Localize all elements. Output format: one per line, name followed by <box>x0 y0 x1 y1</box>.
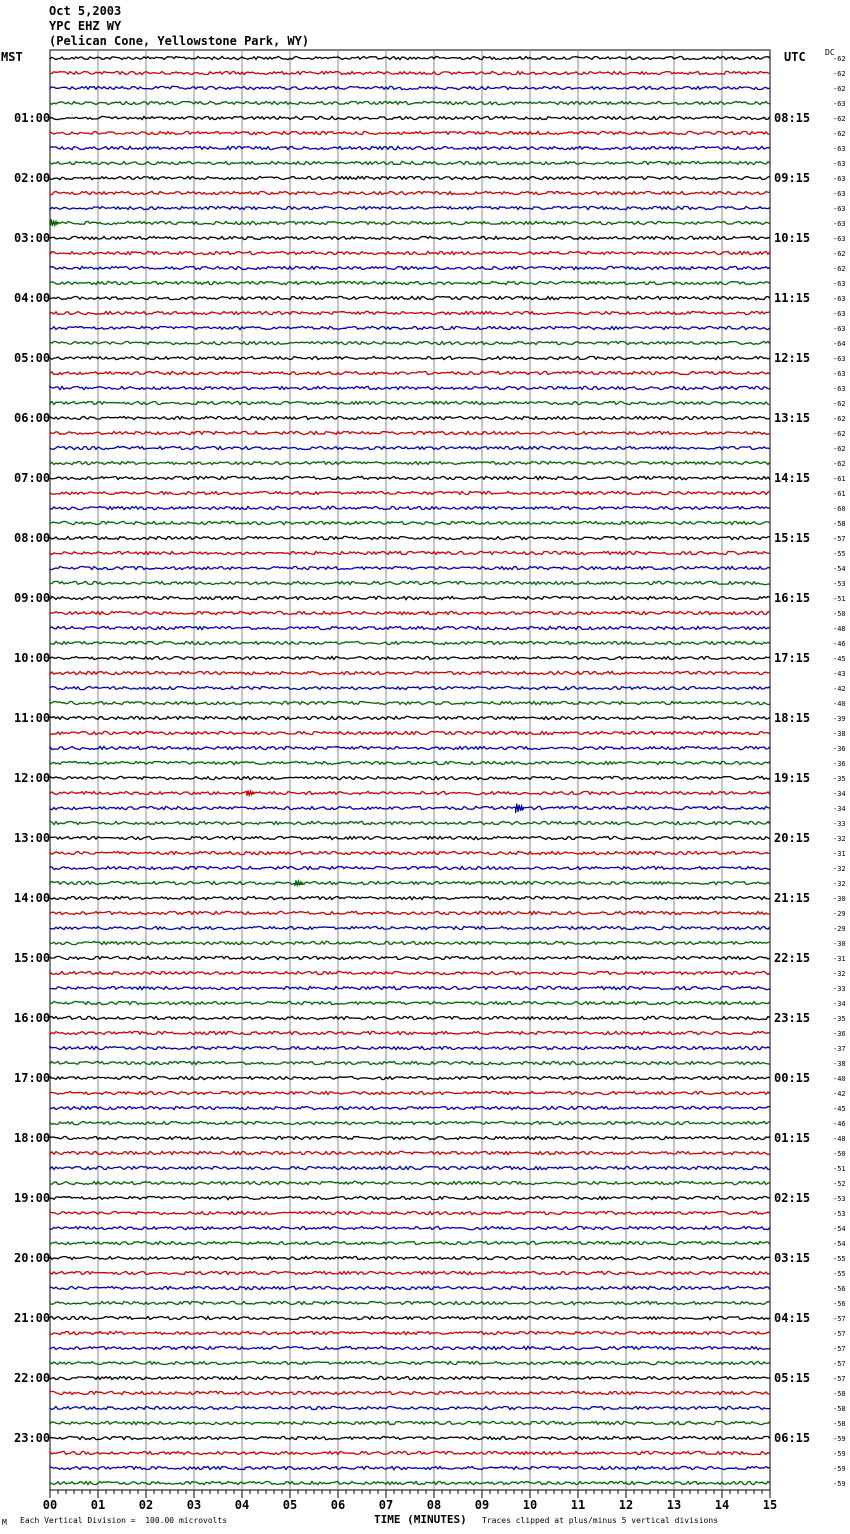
dc-offset-label: -63 <box>833 355 846 363</box>
trace-line <box>50 371 770 374</box>
dc-offset-label: -36 <box>833 760 846 768</box>
dc-offset-label: -36 <box>833 745 846 753</box>
trace-line <box>50 1046 770 1049</box>
trace-line <box>50 296 770 299</box>
mst-hour-label: 15:00 <box>14 951 51 965</box>
dc-offset-label: -42 <box>833 685 846 693</box>
trace-line <box>50 206 770 209</box>
trace-line <box>50 221 770 224</box>
dc-offset-label: -33 <box>833 985 846 993</box>
trace-line <box>50 356 770 359</box>
dc-offset-label: -63 <box>833 310 846 318</box>
trace-line <box>50 1151 770 1154</box>
trace-line <box>50 671 770 674</box>
dc-offset-label: -32 <box>833 880 846 888</box>
utc-hour-label: 10:15 <box>774 231 811 245</box>
utc-hour-label: 12:15 <box>774 351 811 365</box>
trace-line <box>50 626 770 629</box>
trace-line <box>50 1092 770 1095</box>
dc-offset-label: -63 <box>833 190 846 198</box>
mst-hour-label: 23:00 <box>14 1431 51 1445</box>
trace-line <box>50 521 770 524</box>
dc-offset-label: -63 <box>833 100 846 108</box>
dc-offset-label: -63 <box>833 370 846 378</box>
mst-hour-label: 18:00 <box>14 1131 51 1145</box>
trace-line <box>50 791 770 794</box>
utc-hour-label: 15:15 <box>774 531 811 545</box>
trace-line <box>50 146 770 149</box>
logo-mark: M <box>2 1518 7 1527</box>
trace-line <box>50 806 770 809</box>
dc-offset-label: -36 <box>833 1030 846 1038</box>
trace-line <box>50 1076 770 1079</box>
clip-note: Traces clipped at plus/minus 5 vertical divisions <box>482 1516 719 1525</box>
dc-offset-label: -63 <box>833 205 846 213</box>
trace-line <box>50 1031 770 1034</box>
trace-line <box>50 596 770 599</box>
utc-hour-label: 22:15 <box>774 951 811 965</box>
trace-line <box>50 1481 770 1484</box>
date-label: Oct 5,2003 <box>49 4 122 18</box>
x-tick-label: 05 <box>282 1498 298 1512</box>
dc-offset-label: -53 <box>833 580 846 588</box>
trace-line <box>50 281 770 284</box>
trace-line <box>50 821 770 824</box>
x-tick-label: 10 <box>522 1498 538 1512</box>
dc-offset-label: -54 <box>833 1240 846 1248</box>
dc-offset-label: -34 <box>833 805 846 813</box>
utc-hour-label: 09:15 <box>774 171 811 185</box>
trace-line <box>50 1346 770 1349</box>
trace-line <box>50 1316 770 1319</box>
dc-offset-label: -57 <box>833 1345 846 1353</box>
utc-hour-label: 11:15 <box>774 291 811 305</box>
trace-line <box>50 461 770 464</box>
dc-offset-label: -64 <box>833 340 846 348</box>
right-timezone-label: UTC <box>784 50 806 64</box>
dc-offset-label: -33 <box>833 820 846 828</box>
utc-hour-label: 13:15 <box>774 411 811 425</box>
x-axis-title: TIME (MINUTES) <box>374 1513 467 1526</box>
trace-line <box>50 836 770 839</box>
dc-offset-label: -59 <box>833 1435 846 1443</box>
trace-line <box>50 401 770 404</box>
x-tick-label: 07 <box>378 1498 394 1512</box>
station-label: YPC EHZ WY <box>49 19 122 33</box>
trace-line <box>50 1466 770 1469</box>
dc-offset-label: -62 <box>833 115 846 123</box>
trace-line <box>50 1136 770 1139</box>
trace-line <box>50 701 770 704</box>
mst-hour-label: 09:00 <box>14 591 51 605</box>
dc-offset-label: -34 <box>833 1000 846 1008</box>
dc-offset-label: -54 <box>833 1225 846 1233</box>
mst-hour-label: 13:00 <box>14 831 51 845</box>
trace-line <box>50 1181 770 1184</box>
trace-line <box>50 1391 770 1394</box>
x-tick-label: 12 <box>618 1498 634 1512</box>
trace-line <box>50 716 770 719</box>
trace-line <box>50 1226 770 1229</box>
dc-offset-label: -55 <box>833 1255 846 1263</box>
dc-offset-label: -61 <box>833 475 846 483</box>
trace-line <box>50 1121 770 1124</box>
x-tick-label: 00 <box>42 1498 58 1512</box>
dc-offset-label: -55 <box>833 1270 846 1278</box>
trace-line <box>50 1196 770 1199</box>
dc-offset-label: -31 <box>833 850 846 858</box>
dc-offset-label: -63 <box>833 175 846 183</box>
dc-offset-label: -63 <box>833 160 846 168</box>
trace-line <box>50 761 770 764</box>
trace-line <box>50 1376 770 1379</box>
utc-hour-label: 17:15 <box>774 651 811 665</box>
dc-offset-label: -40 <box>833 1075 846 1083</box>
event-burst <box>295 880 303 886</box>
trace-line <box>50 1406 770 1409</box>
trace-line <box>50 1241 770 1244</box>
x-tick-label: 14 <box>714 1498 730 1512</box>
dc-offset-label: -50 <box>833 610 846 618</box>
utc-hour-label: 01:15 <box>774 1131 811 1145</box>
trace-line <box>50 1271 770 1274</box>
utc-hour-label: 00:15 <box>774 1071 811 1085</box>
trace-line <box>50 236 770 239</box>
trace-line <box>50 611 770 614</box>
trace-line <box>50 86 770 89</box>
utc-hour-label: 21:15 <box>774 891 811 905</box>
x-tick-label: 06 <box>330 1498 346 1512</box>
dc-offset-label: -37 <box>833 1045 846 1053</box>
trace-line <box>50 476 770 479</box>
dc-offset-label: -59 <box>833 1480 846 1488</box>
trace-line <box>50 311 770 314</box>
dc-offset-label: -53 <box>833 1195 846 1203</box>
dc-offset-label: -62 <box>833 430 846 438</box>
scale-note: Each Vertical Division = 100.00 microvolts <box>20 1516 228 1525</box>
dc-offset-label: -50 <box>833 1150 846 1158</box>
dc-offset-label: -57 <box>833 1330 846 1338</box>
trace-line <box>50 191 770 194</box>
location-label: (Pelican Cone, Yellowstone Park, WY) <box>49 34 310 48</box>
dc-offset-label: -62 <box>833 130 846 138</box>
trace-line <box>50 551 770 554</box>
utc-hour-label: 19:15 <box>774 771 811 785</box>
trace-line <box>50 1001 770 1004</box>
dc-offset-label: -42 <box>833 1090 846 1098</box>
dc-offset-label: -45 <box>833 655 846 663</box>
x-tick-label: 15 <box>762 1498 778 1512</box>
dc-offset-label: -56 <box>833 1300 846 1308</box>
dc-offset-label: -34 <box>833 790 846 798</box>
dc-offset-label: -32 <box>833 865 846 873</box>
dc-offset-label: -62 <box>833 55 846 63</box>
utc-hour-label: 03:15 <box>774 1251 811 1265</box>
dc-offset-label: -58 <box>833 1420 846 1428</box>
trace-line <box>50 956 770 959</box>
trace-line <box>50 176 770 179</box>
dc-offset-label: -38 <box>833 1060 846 1068</box>
trace-line <box>50 1061 770 1064</box>
trace-line <box>50 1166 770 1169</box>
dc-offset-label: -40 <box>833 700 846 708</box>
trace-line <box>50 1331 770 1334</box>
utc-hour-label: 08:15 <box>774 111 811 125</box>
trace-line <box>50 776 770 779</box>
trace-line <box>50 506 770 509</box>
mst-hour-label: 02:00 <box>14 171 51 185</box>
dc-offset-label: -29 <box>833 925 846 933</box>
trace-line <box>50 581 770 584</box>
x-tick-label: 13 <box>666 1498 682 1512</box>
dc-offset-label: -61 <box>833 490 846 498</box>
trace-line <box>50 881 770 884</box>
dc-offset-label: -63 <box>833 145 846 153</box>
mst-hour-label: 14:00 <box>14 891 51 905</box>
mst-hour-label: 04:00 <box>14 291 51 305</box>
utc-hour-label: 04:15 <box>774 1311 811 1325</box>
dc-offset-label: -32 <box>833 970 846 978</box>
mst-hour-label: 06:00 <box>14 411 51 425</box>
trace-line <box>50 986 770 989</box>
left-timezone-label: MST <box>1 50 23 64</box>
dc-offset-label: -29 <box>833 910 846 918</box>
dc-offset-label: -55 <box>833 550 846 558</box>
dc-offset-label: -57 <box>833 535 846 543</box>
dc-offset-label: -54 <box>833 565 846 573</box>
dc-offset-label: -63 <box>833 295 846 303</box>
dc-offset-label: -62 <box>833 460 846 468</box>
dc-offset-label: -52 <box>833 1180 846 1188</box>
dc-offset-label: -32 <box>833 835 846 843</box>
trace-line <box>50 896 770 899</box>
trace-line <box>50 686 770 689</box>
dc-offset-label: -58 <box>833 1390 846 1398</box>
dc-offset-label: -46 <box>833 640 846 648</box>
trace-line <box>50 1301 770 1304</box>
dc-offset-label: -35 <box>833 1015 846 1023</box>
trace-line <box>50 71 770 74</box>
mst-hour-label: 07:00 <box>14 471 51 485</box>
mst-hour-label: 01:00 <box>14 111 51 125</box>
dc-offset-label: -63 <box>833 325 846 333</box>
trace-line <box>50 1106 770 1109</box>
trace-line <box>50 341 770 344</box>
trace-line <box>50 431 770 434</box>
dc-offset-label: -43 <box>833 670 846 678</box>
trace-line <box>50 566 770 569</box>
trace-line <box>50 131 770 134</box>
mst-hour-label: 16:00 <box>14 1011 51 1025</box>
trace-line <box>50 1016 770 1019</box>
dc-offset-label: -62 <box>833 415 846 423</box>
trace-line <box>50 1451 770 1454</box>
trace-line <box>50 1436 770 1439</box>
dc-offset-label: -56 <box>833 1285 846 1293</box>
dc-offset-label: -57 <box>833 1360 846 1368</box>
x-tick-label: 09 <box>474 1498 490 1512</box>
trace-line <box>50 56 770 59</box>
dc-offset-label: -58 <box>833 520 846 528</box>
trace-line <box>50 266 770 269</box>
trace-line <box>50 251 770 254</box>
x-tick-label: 03 <box>186 1498 202 1512</box>
dc-offset-label: -57 <box>833 1315 846 1323</box>
utc-hour-label: 02:15 <box>774 1191 811 1205</box>
trace-line <box>50 911 770 914</box>
trace-line <box>50 731 770 734</box>
mst-hour-label: 05:00 <box>14 351 51 365</box>
dc-label: DC <box>825 48 835 57</box>
trace-line <box>50 1256 770 1259</box>
dc-offset-label: -62 <box>833 70 846 78</box>
trace-line <box>50 536 770 539</box>
dc-offset-label: -46 <box>833 1120 846 1128</box>
mst-hour-label: 03:00 <box>14 231 51 245</box>
trace-line <box>50 116 770 119</box>
dc-offset-label: -63 <box>833 385 846 393</box>
dc-offset-label: -53 <box>833 1210 846 1218</box>
mst-hour-label: 08:00 <box>14 531 51 545</box>
dc-offset-label: -51 <box>833 595 846 603</box>
trace-line <box>50 491 770 494</box>
mst-hour-label: 10:00 <box>14 651 51 665</box>
x-tick-label: 02 <box>138 1498 154 1512</box>
dc-offset-label: -51 <box>833 1165 846 1173</box>
trace-line <box>50 657 770 660</box>
dc-offset-label: -30 <box>833 940 846 948</box>
mst-hour-label: 21:00 <box>14 1311 51 1325</box>
mst-hour-label: 12:00 <box>14 771 51 785</box>
dc-offset-label: -63 <box>833 220 846 228</box>
dc-offset-label: -62 <box>833 445 846 453</box>
x-tick-label: 08 <box>426 1498 442 1512</box>
dc-offset-label: -57 <box>833 1375 846 1383</box>
utc-hour-label: 16:15 <box>774 591 811 605</box>
dc-offset-label: -48 <box>833 1135 846 1143</box>
x-tick-label: 11 <box>570 1498 586 1512</box>
trace-line <box>50 161 770 164</box>
x-tick-label: 04 <box>234 1498 250 1512</box>
trace-line <box>50 941 770 944</box>
dc-offset-label: -62 <box>833 85 846 93</box>
dc-offset-label: -45 <box>833 1105 846 1113</box>
mst-hour-label: 17:00 <box>14 1071 51 1085</box>
trace-line <box>50 926 770 929</box>
mst-hour-label: 19:00 <box>14 1191 51 1205</box>
trace-line <box>50 1361 770 1364</box>
mst-hour-label: 11:00 <box>14 711 51 725</box>
trace-line <box>50 971 770 974</box>
trace-line <box>50 746 770 749</box>
dc-offset-label: -62 <box>833 250 846 258</box>
trace-line <box>50 326 770 329</box>
dc-offset-label: -38 <box>833 730 846 738</box>
dc-offset-label: -35 <box>833 775 846 783</box>
dc-offset-label: -31 <box>833 955 846 963</box>
dc-offset-label: -62 <box>833 400 846 408</box>
utc-hour-label: 20:15 <box>774 831 811 845</box>
trace-line <box>50 1421 770 1424</box>
utc-hour-label: 18:15 <box>774 711 811 725</box>
trace-line <box>50 1211 770 1214</box>
event-burst <box>516 804 524 813</box>
trace-line <box>50 866 770 869</box>
dc-offset-label: -58 <box>833 1405 846 1413</box>
trace-line <box>50 386 770 389</box>
utc-hour-label: 06:15 <box>774 1431 811 1445</box>
utc-hour-label: 05:15 <box>774 1371 811 1385</box>
trace-line <box>50 101 770 104</box>
mst-hour-label: 20:00 <box>14 1251 51 1265</box>
trace-line <box>50 1286 770 1289</box>
x-tick-label: 01 <box>90 1498 106 1512</box>
trace-line <box>50 641 770 644</box>
mst-hour-label: 22:00 <box>14 1371 51 1385</box>
dc-offset-label: -63 <box>833 235 846 243</box>
dc-offset-label: -63 <box>833 280 846 288</box>
dc-offset-label: -60 <box>833 505 846 513</box>
dc-offset-label: -39 <box>833 715 846 723</box>
trace-line <box>50 851 770 854</box>
trace-line <box>50 446 770 449</box>
dc-offset-label: -30 <box>833 895 846 903</box>
dc-offset-label: -59 <box>833 1450 846 1458</box>
utc-hour-label: 23:15 <box>774 1011 811 1025</box>
dc-offset-label: -59 <box>833 1465 846 1473</box>
dc-offset-label: -62 <box>833 265 846 273</box>
utc-hour-label: 14:15 <box>774 471 811 485</box>
dc-offset-label: -48 <box>833 625 846 633</box>
trace-line <box>50 416 770 419</box>
